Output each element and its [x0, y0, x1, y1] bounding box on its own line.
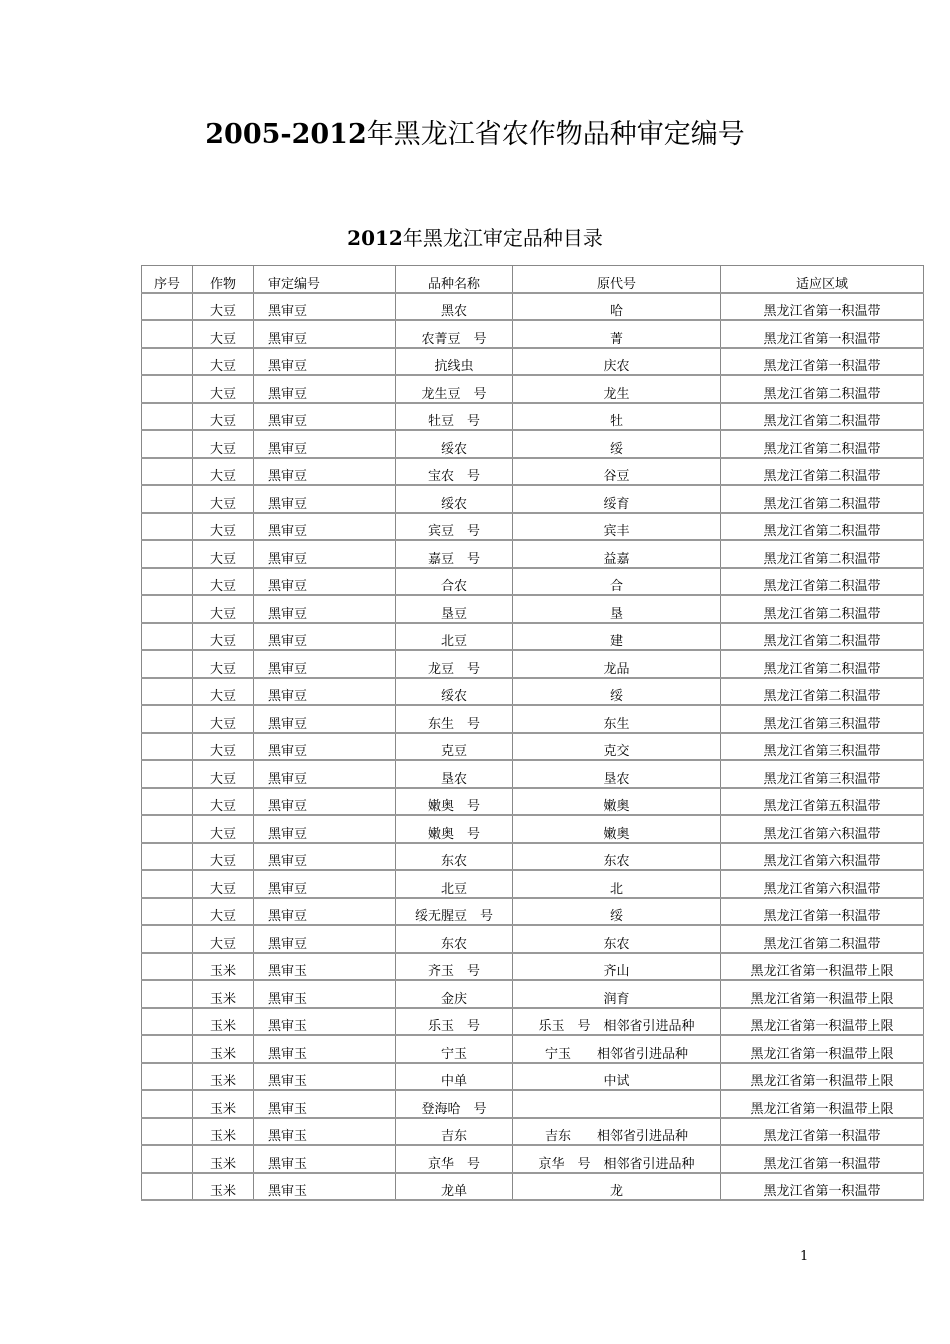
header-adaptation-area: 适应区域	[721, 266, 924, 293]
cell-adaptation-area: 黑龙江省第二积温带	[721, 568, 924, 596]
cell-crop: 大豆	[193, 843, 254, 871]
cell-seq	[142, 485, 193, 513]
table-row	[142, 925, 924, 953]
cell-original-code: 建	[513, 623, 721, 651]
cell-seq	[142, 650, 193, 678]
cell-adaptation-area: 黑龙江省第一积温带	[721, 348, 924, 376]
cell-seq	[142, 1145, 193, 1173]
cell-approval-code: 黑审豆	[254, 348, 396, 376]
cell-seq	[142, 1008, 193, 1036]
table-row	[142, 1118, 924, 1146]
cell-adaptation-area: 黑龙江省第二积温带	[721, 540, 924, 568]
cell-original-code: 龙生	[513, 375, 721, 403]
cell-crop: 玉米	[193, 1090, 254, 1118]
cell-original-code: 齐山	[513, 953, 721, 981]
cell-variety-name: 北豆	[396, 870, 513, 898]
cell-variety-name: 齐玉 号	[396, 953, 513, 981]
cell-variety-name: 东生 号	[396, 705, 513, 733]
header-seq: 序号	[142, 266, 193, 293]
cell-crop: 大豆	[193, 540, 254, 568]
cell-seq	[142, 540, 193, 568]
cell-original-code: 龙	[513, 1173, 721, 1201]
cell-original-code: 合	[513, 568, 721, 596]
cell-original-code: 谷豆	[513, 458, 721, 486]
table-row	[142, 980, 924, 1008]
cell-crop: 大豆	[193, 650, 254, 678]
cell-original-code: 北	[513, 870, 721, 898]
cell-original-code: 嫩奥	[513, 788, 721, 816]
cell-crop: 大豆	[193, 320, 254, 348]
cell-adaptation-area: 黑龙江省第三积温带	[721, 760, 924, 788]
cell-variety-name: 龙生豆 号	[396, 375, 513, 403]
cell-original-code: 垦	[513, 595, 721, 623]
table-row	[142, 843, 924, 871]
table-row	[142, 815, 924, 843]
cell-crop: 大豆	[193, 403, 254, 431]
cell-seq	[142, 980, 193, 1008]
cell-original-code: 东农	[513, 925, 721, 953]
cell-original-code: 润育	[513, 980, 721, 1008]
cell-crop: 大豆	[193, 568, 254, 596]
cell-adaptation-area: 黑龙江省第一积温带上限	[721, 980, 924, 1008]
cell-variety-name: 农菁豆 号	[396, 320, 513, 348]
cell-seq	[142, 293, 193, 321]
cell-original-code: 龙品	[513, 650, 721, 678]
table-row	[142, 898, 924, 926]
cell-adaptation-area: 黑龙江省第六积温带	[721, 815, 924, 843]
cell-variety-name: 绥农	[396, 678, 513, 706]
cell-original-code: 克交	[513, 733, 721, 761]
cell-adaptation-area: 黑龙江省第二积温带	[721, 513, 924, 541]
cell-variety-name: 绥无腥豆 号	[396, 898, 513, 926]
cell-crop: 大豆	[193, 733, 254, 761]
cell-approval-code: 黑审豆	[254, 788, 396, 816]
cell-seq	[142, 1063, 193, 1091]
cell-original-code: 益嘉	[513, 540, 721, 568]
cell-variety-name: 抗线虫	[396, 348, 513, 376]
cell-original-code: 绥	[513, 430, 721, 458]
cell-approval-code: 黑审豆	[254, 513, 396, 541]
cell-variety-name: 嫩奥 号	[396, 815, 513, 843]
cell-variety-name: 吉东	[396, 1118, 513, 1146]
cell-crop: 大豆	[193, 898, 254, 926]
table-row	[142, 595, 924, 623]
cell-crop: 玉米	[193, 1173, 254, 1201]
cell-variety-name: 东农	[396, 925, 513, 953]
cell-variety-name: 克豆	[396, 733, 513, 761]
table-row	[142, 513, 924, 541]
cell-adaptation-area: 黑龙江省第一积温带上限	[721, 953, 924, 981]
header-crop: 作物	[193, 266, 254, 293]
cell-crop: 大豆	[193, 760, 254, 788]
cell-original-code: 宁玉 相邻省引进品种	[513, 1035, 721, 1063]
cell-crop: 玉米	[193, 1035, 254, 1063]
cell-seq	[142, 375, 193, 403]
cell-adaptation-area: 黑龙江省第二积温带	[721, 485, 924, 513]
header-approval-code: 审定编号	[254, 266, 396, 293]
table-row	[142, 1173, 924, 1201]
title-text: 年黑龙江省农作物品种审定编号	[366, 119, 745, 150]
cell-variety-name: 龙豆 号	[396, 650, 513, 678]
table-row	[142, 623, 924, 651]
cell-adaptation-area: 黑龙江省第二积温带	[721, 623, 924, 651]
cell-adaptation-area: 黑龙江省第一积温带	[721, 320, 924, 348]
cell-approval-code: 黑审豆	[254, 320, 396, 348]
cell-seq	[142, 430, 193, 458]
subtitle-text: 年黑龙江审定品种目录	[402, 226, 603, 250]
cell-crop: 玉米	[193, 1145, 254, 1173]
cell-adaptation-area: 黑龙江省第二积温带	[721, 430, 924, 458]
cell-seq	[142, 925, 193, 953]
cell-original-code: 东农	[513, 843, 721, 871]
table-row	[142, 760, 924, 788]
cell-seq	[142, 898, 193, 926]
cell-original-code: 中试	[513, 1063, 721, 1091]
table-row	[142, 705, 924, 733]
cell-crop: 玉米	[193, 1118, 254, 1146]
cell-variety-name: 登海哈 号	[396, 1090, 513, 1118]
cell-original-code: 东生	[513, 705, 721, 733]
cell-variety-name: 中单	[396, 1063, 513, 1091]
cell-adaptation-area: 黑龙江省第五积温带	[721, 788, 924, 816]
cell-seq	[142, 513, 193, 541]
cell-adaptation-area: 黑龙江省第六积温带	[721, 870, 924, 898]
cell-adaptation-area: 黑龙江省第三积温带	[721, 705, 924, 733]
title-year-range: 2005-2012	[205, 119, 367, 150]
cell-variety-name: 京华 号	[396, 1145, 513, 1173]
cell-seq	[142, 1035, 193, 1063]
cell-seq	[142, 348, 193, 376]
cell-approval-code: 黑审豆	[254, 870, 396, 898]
subtitle-year: 2012	[347, 226, 403, 250]
cell-original-code: 吉东 相邻省引进品种	[513, 1118, 721, 1146]
cell-approval-code: 黑审玉	[254, 953, 396, 981]
cell-crop: 大豆	[193, 485, 254, 513]
cell-approval-code: 黑审豆	[254, 733, 396, 761]
cell-crop: 大豆	[193, 788, 254, 816]
cell-crop: 大豆	[193, 348, 254, 376]
cell-seq	[142, 403, 193, 431]
cell-original-code: 绥	[513, 898, 721, 926]
table-row	[142, 430, 924, 458]
cell-seq	[142, 595, 193, 623]
cell-crop: 大豆	[193, 375, 254, 403]
cell-variety-name: 乐玉 号	[396, 1008, 513, 1036]
cell-approval-code: 黑审玉	[254, 980, 396, 1008]
table-row	[142, 293, 924, 321]
cell-seq	[142, 678, 193, 706]
table-row	[142, 1090, 924, 1118]
cell-adaptation-area: 黑龙江省第一积温带	[721, 1145, 924, 1173]
table-row	[142, 1008, 924, 1036]
table-row	[142, 788, 924, 816]
cell-adaptation-area: 黑龙江省第二积温带	[721, 458, 924, 486]
cell-crop: 大豆	[193, 430, 254, 458]
table-row	[142, 733, 924, 761]
cell-seq	[142, 1090, 193, 1118]
cell-variety-name: 垦豆	[396, 595, 513, 623]
cell-approval-code: 黑审豆	[254, 485, 396, 513]
cell-crop: 玉米	[193, 953, 254, 981]
table-row	[142, 1145, 924, 1173]
cell-adaptation-area: 黑龙江省第二积温带	[721, 595, 924, 623]
cell-crop: 大豆	[193, 595, 254, 623]
cell-approval-code: 黑审豆	[254, 403, 396, 431]
cell-crop: 大豆	[193, 293, 254, 321]
cell-seq	[142, 458, 193, 486]
cell-seq	[142, 1173, 193, 1201]
cell-adaptation-area: 黑龙江省第一积温带上限	[721, 1090, 924, 1118]
cell-original-code: 嫩奥	[513, 815, 721, 843]
cell-approval-code: 黑审豆	[254, 458, 396, 486]
cell-variety-name: 金庆	[396, 980, 513, 1008]
cell-crop: 大豆	[193, 815, 254, 843]
cell-seq	[142, 705, 193, 733]
table-row	[142, 485, 924, 513]
cell-approval-code: 黑审豆	[254, 568, 396, 596]
table-row	[142, 375, 924, 403]
cell-adaptation-area: 黑龙江省第二积温带	[721, 678, 924, 706]
cell-approval-code: 黑审玉	[254, 1035, 396, 1063]
cell-crop: 大豆	[193, 870, 254, 898]
cell-approval-code: 黑审玉	[254, 1118, 396, 1146]
cell-approval-code: 黑审玉	[254, 1145, 396, 1173]
cell-seq	[142, 843, 193, 871]
cell-variety-name: 宝农 号	[396, 458, 513, 486]
table-title	[0, 222, 950, 251]
cell-variety-name: 牡豆 号	[396, 403, 513, 431]
cell-approval-code: 黑审豆	[254, 623, 396, 651]
table-row	[142, 540, 924, 568]
variety-table	[141, 265, 924, 1201]
cell-approval-code: 黑审豆	[254, 678, 396, 706]
cell-approval-code: 黑审豆	[254, 898, 396, 926]
cell-crop: 大豆	[193, 623, 254, 651]
cell-variety-name: 绥农	[396, 485, 513, 513]
cell-seq	[142, 1118, 193, 1146]
table-row	[142, 403, 924, 431]
cell-crop: 玉米	[193, 1008, 254, 1036]
table-row	[142, 650, 924, 678]
cell-seq	[142, 788, 193, 816]
cell-seq	[142, 870, 193, 898]
cell-adaptation-area: 黑龙江省第一积温带上限	[721, 1063, 924, 1091]
table-row	[142, 678, 924, 706]
cell-seq	[142, 815, 193, 843]
table-row	[142, 348, 924, 376]
cell-approval-code: 黑审豆	[254, 650, 396, 678]
cell-seq	[142, 568, 193, 596]
table-row	[142, 568, 924, 596]
cell-approval-code: 黑审豆	[254, 815, 396, 843]
document-title	[0, 112, 950, 151]
header-original-code: 原代号	[513, 266, 721, 293]
cell-approval-code: 黑审豆	[254, 430, 396, 458]
cell-adaptation-area: 黑龙江省第一积温带	[721, 1173, 924, 1201]
cell-approval-code: 黑审豆	[254, 760, 396, 788]
cell-variety-name: 嫩奥 号	[396, 788, 513, 816]
cell-approval-code: 黑审玉	[254, 1008, 396, 1036]
cell-approval-code: 黑审豆	[254, 540, 396, 568]
cell-original-code: 哈	[513, 293, 721, 321]
table-row	[142, 870, 924, 898]
cell-crop: 大豆	[193, 705, 254, 733]
cell-original-code: 牡	[513, 403, 721, 431]
cell-seq	[142, 623, 193, 651]
cell-approval-code: 黑审豆	[254, 595, 396, 623]
cell-original-code: 庆农	[513, 348, 721, 376]
cell-approval-code: 黑审玉	[254, 1090, 396, 1118]
cell-adaptation-area: 黑龙江省第二积温带	[721, 650, 924, 678]
cell-seq	[142, 733, 193, 761]
table-body	[142, 293, 924, 1201]
cell-original-code: 京华 号 相邻省引进品种	[513, 1145, 721, 1173]
cell-adaptation-area: 黑龙江省第二积温带	[721, 375, 924, 403]
cell-variety-name: 绥农	[396, 430, 513, 458]
table-header-row	[142, 266, 924, 293]
cell-adaptation-area: 黑龙江省第一积温带	[721, 293, 924, 321]
header-variety-name: 品种名称	[396, 266, 513, 293]
cell-variety-name: 宾豆 号	[396, 513, 513, 541]
cell-seq	[142, 760, 193, 788]
cell-original-code	[513, 1090, 721, 1118]
cell-adaptation-area: 黑龙江省第二积温带	[721, 403, 924, 431]
cell-approval-code: 黑审豆	[254, 375, 396, 403]
cell-adaptation-area: 黑龙江省第一积温带	[721, 1118, 924, 1146]
cell-crop: 大豆	[193, 678, 254, 706]
cell-approval-code: 黑审玉	[254, 1063, 396, 1091]
cell-original-code: 乐玉 号 相邻省引进品种	[513, 1008, 721, 1036]
cell-variety-name: 黑农	[396, 293, 513, 321]
table-row	[142, 320, 924, 348]
cell-original-code: 菁	[513, 320, 721, 348]
cell-original-code: 绥育	[513, 485, 721, 513]
cell-variety-name: 东农	[396, 843, 513, 871]
cell-crop: 玉米	[193, 980, 254, 1008]
page-number: 1	[800, 1249, 809, 1264]
cell-approval-code: 黑审豆	[254, 925, 396, 953]
cell-original-code: 绥	[513, 678, 721, 706]
cell-crop: 玉米	[193, 1063, 254, 1091]
cell-variety-name: 嘉豆 号	[396, 540, 513, 568]
cell-adaptation-area: 黑龙江省第二积温带	[721, 925, 924, 953]
cell-adaptation-area: 黑龙江省第一积温带上限	[721, 1008, 924, 1036]
cell-original-code: 垦农	[513, 760, 721, 788]
cell-original-code: 宾丰	[513, 513, 721, 541]
cell-variety-name: 合农	[396, 568, 513, 596]
cell-crop: 大豆	[193, 513, 254, 541]
cell-crop: 大豆	[193, 925, 254, 953]
cell-adaptation-area: 黑龙江省第一积温带上限	[721, 1035, 924, 1063]
cell-variety-name: 北豆	[396, 623, 513, 651]
cell-variety-name: 龙单	[396, 1173, 513, 1201]
table-row	[142, 458, 924, 486]
table-row	[142, 953, 924, 981]
cell-approval-code: 黑审豆	[254, 705, 396, 733]
table-row	[142, 1035, 924, 1063]
table-row	[142, 1063, 924, 1091]
cell-variety-name: 宁玉	[396, 1035, 513, 1063]
cell-crop: 大豆	[193, 458, 254, 486]
cell-seq	[142, 320, 193, 348]
cell-adaptation-area: 黑龙江省第一积温带	[721, 898, 924, 926]
cell-approval-code: 黑审豆	[254, 293, 396, 321]
cell-approval-code: 黑审豆	[254, 843, 396, 871]
cell-approval-code: 黑审玉	[254, 1173, 396, 1201]
cell-adaptation-area: 黑龙江省第六积温带	[721, 843, 924, 871]
cell-variety-name: 垦农	[396, 760, 513, 788]
cell-seq	[142, 953, 193, 981]
cell-adaptation-area: 黑龙江省第三积温带	[721, 733, 924, 761]
